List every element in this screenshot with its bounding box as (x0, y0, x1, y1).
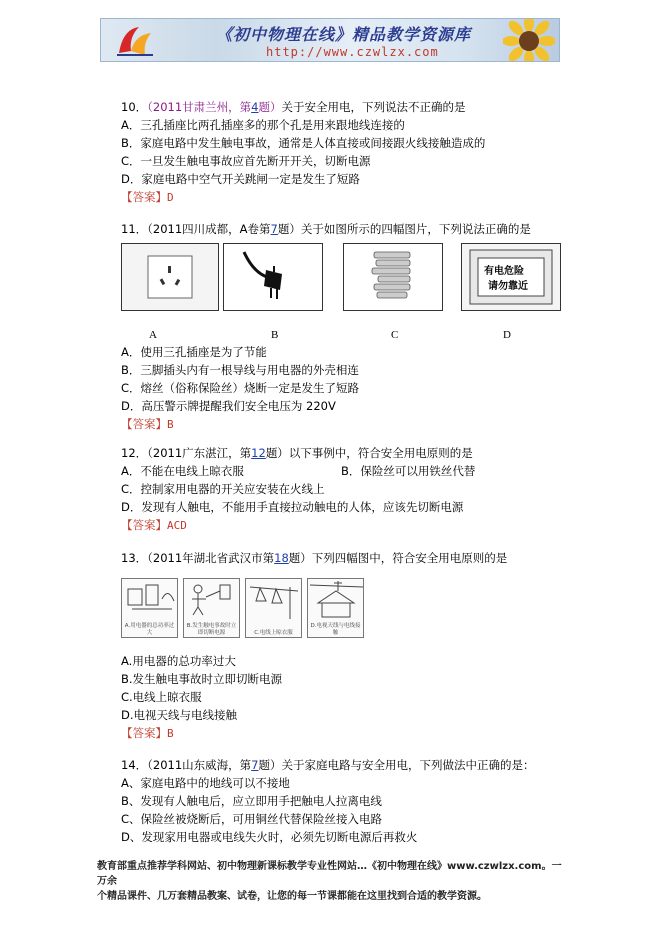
option: D．家庭电路中空气开关跳闸一定是发生了短路 (121, 172, 360, 186)
figure-label-b: B (271, 329, 279, 341)
answer-line: 【答案】D (121, 190, 174, 204)
scene-b-cut-power (183, 578, 240, 638)
answer-line: 【答案】B (121, 726, 174, 740)
question-stem: 14．（2011山东威海，第7题）关于家庭电路与安全用电，下列做法中正确的是： (121, 758, 535, 772)
question-13-options (121, 652, 561, 742)
footer-line-1: 教育部重点推荐学科网站、初中物理新课标教学专业性网站…《初中物理在线》www.czwlzx.com。一万余 (97, 861, 562, 887)
figure-a-socket (121, 243, 219, 311)
option: D.电视天线与电线接触 (121, 708, 238, 722)
option: A．三孔插座比两孔插座多的那个孔是用来跟地线连接的 (121, 118, 405, 132)
sign-text-line-1: 有电危险 (484, 266, 524, 277)
option: A、家庭电路中的地线可以不接地 (121, 776, 290, 790)
figure-c-fuse (343, 243, 443, 311)
site-logo-icon (115, 23, 155, 59)
option: C．熔丝（俗称保险丝）烧断一定是发生了短路 (121, 381, 360, 395)
figure-label-a: A (149, 329, 157, 341)
appliance-overload-icon (122, 579, 178, 621)
option-row (121, 462, 561, 480)
answer-line: 【答案】B (121, 417, 174, 431)
scene-caption: A.用电器的总功率过大 (124, 623, 175, 636)
option: D．发现有人触电，不能用手直接拉动触电的人体，应该先切断电源 (121, 500, 464, 514)
scene-a-overload (121, 578, 178, 638)
three-hole-socket-icon (122, 244, 218, 310)
question-stem: 11．（2011四川成都，A卷第7题）关于如图所示的四幅图片，下列说法正确的是 (121, 222, 531, 236)
question-12 (121, 444, 561, 534)
source-link[interactable]: 4 (251, 100, 259, 114)
scene-c-clothes-on-wire (245, 578, 302, 638)
option: B．三脚插头内有一根导线与用电器的外壳相连 (121, 363, 359, 377)
banner-title: 《初中物理在线》精品教学资源库 (216, 25, 472, 44)
scene-caption: C.电线上晾衣服 (254, 629, 293, 636)
figure-four-pictures (121, 243, 561, 343)
figure-label-c: C (391, 329, 399, 341)
figure-b-plug (223, 243, 323, 311)
clothes-on-wire-icon (246, 579, 302, 621)
option: A．使用三孔插座是为了节能 (121, 345, 267, 359)
source-link[interactable]: 18 (274, 551, 289, 565)
question-14 (121, 756, 561, 846)
antenna-house-icon (308, 579, 364, 621)
sunflower-icon (503, 18, 555, 62)
high-voltage-sign-icon (462, 244, 560, 310)
question-10 (121, 98, 561, 206)
question-11 (121, 220, 561, 238)
option: C．一旦发生触电事故应首先断开开关，切断电源 (121, 154, 371, 168)
source-link[interactable]: 7 (270, 222, 278, 236)
cut-power-icon (184, 579, 240, 621)
option: A.用电器的总功率过大 (121, 654, 236, 668)
figure-four-scenes (121, 578, 371, 640)
source-link[interactable]: 12 (251, 446, 266, 460)
option: B．保险丝可以用铁丝代替 (341, 464, 476, 478)
scene-d-antenna-wire (307, 578, 364, 638)
scene-caption: B.发生触电事故时立即切断电源 (186, 623, 237, 636)
banner-url[interactable]: http://www.czwlzx.com (266, 45, 439, 59)
option: D、发现家用电器或电线失火时，必须先切断电源后再救火 (121, 830, 418, 844)
header-banner (100, 18, 560, 62)
question-13 (121, 549, 561, 567)
figure-label-d: D (503, 329, 511, 341)
fuse-wire-icon (344, 244, 442, 310)
option: B.发生触电事故时立即切断电源 (121, 672, 283, 686)
option: B、发现有人触电后，应立即用手把触电人拉离电线 (121, 794, 382, 808)
option: A．不能在电线上晾衣服 (121, 464, 244, 478)
page-footer (97, 859, 567, 904)
option: D．高压警示牌提醒我们安全电压为 220V (121, 399, 336, 413)
figure-d-warning-sign (461, 243, 561, 311)
question-11-options (121, 343, 561, 433)
scene-caption: D.电视天线与电线接触 (310, 623, 361, 636)
three-pin-plug-icon (224, 244, 322, 310)
option: C．控制家用电器的开关应安装在火线上 (121, 482, 325, 496)
footer-line-2: 个精品课件、几万套精品教案、试卷，让您的每一节课都能在这里找到合适的教学资源。 (97, 891, 487, 902)
source-link[interactable]: 7 (251, 758, 259, 772)
sign-text-line-2: 请勿靠近 (488, 281, 528, 292)
question-stem: 12．（2011广东湛江，第12题）以下事例中，符合安全用电原则的是 (121, 446, 473, 460)
option: B．家庭电路中发生触电事故，通常是人体直接或间接跟火线接触造成的 (121, 136, 486, 150)
option: C.电线上晾衣服 (121, 690, 202, 704)
option: C、保险丝被烧断后，可用铜丝代替保险丝接入电路 (121, 812, 383, 826)
question-stem: 10．（2011甘肃兰州，第4题）关于安全用电，下列说法不正确的是 (121, 100, 466, 114)
answer-line: 【答案】ACD (121, 518, 187, 532)
question-stem: 13．（2011年湖北省武汉市第18题）下列四幅图中，符合安全用电原则的是 (121, 551, 508, 565)
